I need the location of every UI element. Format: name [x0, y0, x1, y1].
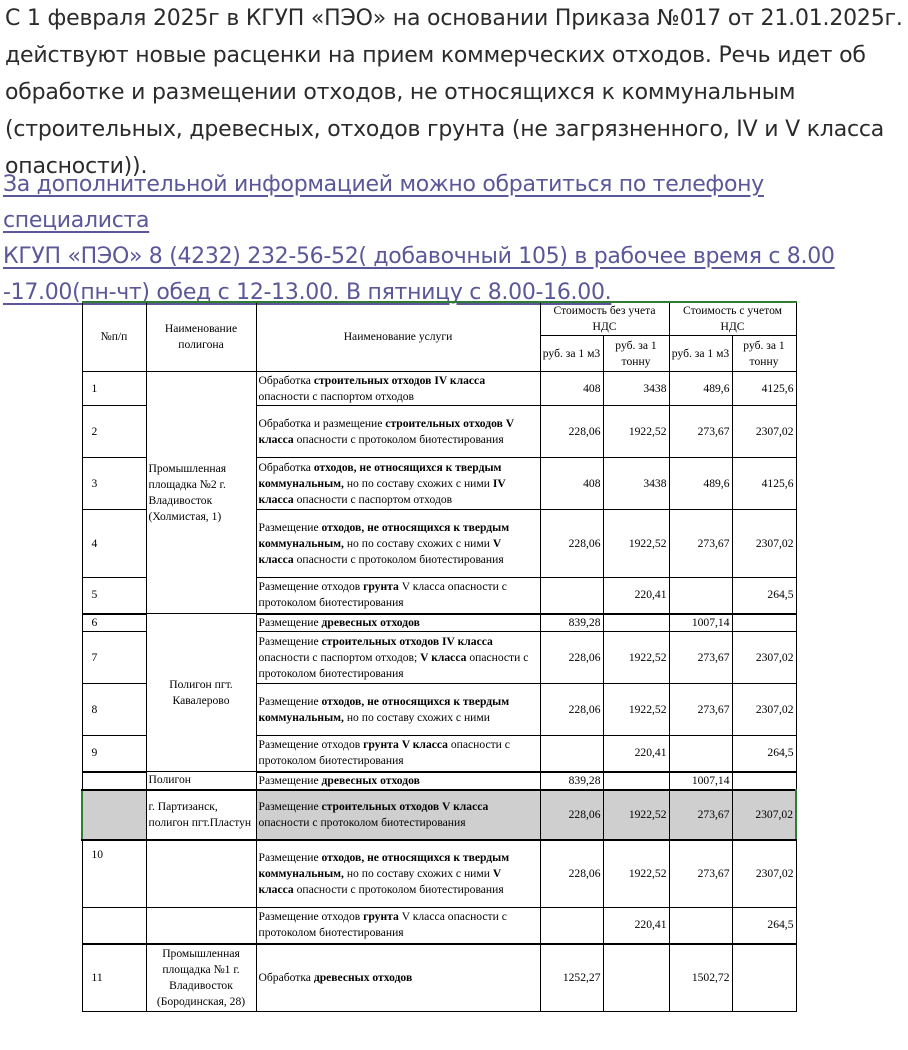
price-m3: 408	[540, 458, 603, 510]
price-ton: 3438	[603, 458, 669, 510]
service-text: опасности с протоколом биотестирования	[258, 650, 529, 680]
price-ton-vat: 2307,02	[732, 510, 796, 578]
row-number	[82, 790, 146, 840]
price-m3-vat: 489,6	[669, 372, 732, 406]
price-m3: 228,06	[540, 406, 603, 458]
service-text-bold: отходов, не относящихся к твердым коммунальным,	[258, 850, 510, 880]
service-text: Размещение отходов	[258, 580, 364, 594]
price-m3	[540, 908, 603, 944]
service-text: Размещение	[258, 773, 322, 787]
price-ton: 1922,52	[603, 406, 669, 458]
service-text-bold: отходов, не относящихся к твердым коммунальным,	[258, 520, 510, 550]
price-ton	[603, 614, 669, 632]
price-ton: 220,41	[603, 908, 669, 944]
service-name	[256, 632, 540, 684]
service-name	[256, 684, 540, 736]
service-name	[256, 908, 540, 944]
price-ton: 1922,52	[603, 790, 669, 840]
service-text-bold: древесных отходов	[321, 773, 420, 787]
service-text-bold: грунта	[363, 580, 399, 594]
service-text: опасности с протоколом биотестирования	[293, 432, 504, 446]
service-text: опасности с паспортом отходов	[258, 389, 415, 403]
header-per-ton: руб. за 1 тонну	[603, 336, 669, 372]
table-row	[82, 614, 796, 632]
service-text-bold: грунта V класса	[363, 738, 448, 752]
table-row	[82, 372, 796, 406]
service-text-bold: древесных отходов	[321, 615, 420, 629]
row-number: 4	[82, 510, 146, 578]
row-number: 5	[82, 578, 146, 614]
service-text: опасности с паспортом отходов	[293, 492, 453, 506]
service-text: V класса опасности с протоколом биотестирования	[258, 910, 507, 940]
price-ton: 1922,52	[603, 840, 669, 908]
price-m3-vat: 489,6	[669, 458, 732, 510]
row-number: 11	[82, 944, 146, 1012]
price-m3: 839,28	[540, 772, 603, 790]
service-text: Обработка	[258, 460, 314, 474]
price-ton-vat: 264,5	[732, 908, 796, 944]
service-name	[256, 458, 540, 510]
price-ton-vat	[732, 772, 796, 790]
price-m3: 228,06	[540, 790, 603, 840]
price-m3-vat: 1007,14	[669, 772, 732, 790]
service-text: Обработка и размещение	[258, 416, 386, 430]
table-row	[82, 840, 796, 908]
table-row	[82, 772, 796, 790]
service-text: но по составу схожих с ними	[343, 536, 493, 550]
service-name	[256, 614, 540, 632]
service-name	[256, 510, 540, 578]
price-m3-vat: 1502,72	[669, 944, 732, 1012]
service-name	[256, 372, 540, 406]
service-name	[256, 772, 540, 790]
row-number	[82, 908, 146, 944]
service-name	[256, 944, 540, 1012]
price-ton-vat: 4125,6	[732, 458, 796, 510]
row-number: 9	[82, 736, 146, 772]
price-ton-vat: 2307,02	[732, 406, 796, 458]
price-ton	[603, 772, 669, 790]
price-ton: 1922,52	[603, 510, 669, 578]
service-text: но по составу схожих с ними	[343, 866, 493, 880]
price-ton-vat: 264,5	[732, 578, 796, 614]
contact-info-link[interactable]: За дополнительной информацией можно обратиться по телефону специалиста КГУП «ПЭО» 8 (4232) 232-56-52( добавочный 105) в рабочее время с 8.00 -17.00(пн-чт) обед с 12-13.00. В пятницу с 8.00-16.00.	[3, 172, 835, 305]
price-m3-vat: 273,67	[669, 840, 732, 908]
row-number: 8	[82, 684, 146, 736]
service-text: опасности с протоколом биотестирования	[258, 738, 510, 768]
price-ton: 220,41	[603, 578, 669, 614]
price-m3-vat	[669, 578, 732, 614]
service-text: Размещение	[258, 694, 322, 708]
price-m3-vat	[669, 736, 732, 772]
service-text: Размещение	[258, 615, 322, 629]
service-text: Обработка	[258, 970, 314, 984]
header-per-ton-vat: руб. за 1 тонну	[732, 336, 796, 372]
header-cost-without-vat: Стоимость без учета НДС	[540, 302, 669, 336]
polygon-name: Промышленная площадка №1 г. Владивосток (Бородинская, 28)	[146, 944, 256, 1012]
polygon-name: Полигон	[146, 772, 256, 790]
service-text-bold: грунта	[363, 910, 399, 924]
service-text: Размещение	[258, 634, 322, 648]
price-ton: 1922,52	[603, 632, 669, 684]
price-m3: 228,06	[540, 840, 603, 908]
row-number: 10	[82, 840, 146, 908]
service-text: но по составу схожих с ними	[343, 710, 490, 724]
service-text-bold: древесных отходов	[313, 970, 413, 984]
service-text: Размещение	[258, 520, 322, 534]
header-per-m3-vat: руб. за 1 м3	[669, 336, 732, 372]
price-m3-vat: 273,67	[669, 632, 732, 684]
row-number: 2	[82, 406, 146, 458]
polygon-name: г. Партизанск, полигон пгт.Пластун	[146, 790, 256, 840]
price-m3: 228,06	[540, 510, 603, 578]
service-text-bold: отходов, не относящихся к твердым коммунальным,	[258, 460, 502, 490]
price-ton	[603, 944, 669, 1012]
price-m3: 228,06	[540, 632, 603, 684]
price-ton-vat: 4125,6	[732, 372, 796, 406]
price-m3	[540, 736, 603, 772]
service-text-bold: V класса	[258, 536, 501, 566]
price-ton: 1922,52	[603, 684, 669, 736]
service-name	[256, 406, 540, 458]
service-name	[256, 790, 540, 840]
service-text: Размещение отходов	[258, 738, 364, 752]
service-text: Размещение	[258, 799, 322, 813]
price-ton-vat	[732, 944, 796, 1012]
price-ton: 3438	[603, 372, 669, 406]
price-m3	[540, 578, 603, 614]
price-m3: 408	[540, 372, 603, 406]
service-text-bold: IV класса	[258, 476, 506, 506]
price-m3-vat: 273,67	[669, 790, 732, 840]
header-polygon: Наименование полигона	[146, 302, 256, 372]
price-ton-vat: 2307,02	[732, 840, 796, 908]
service-name	[256, 840, 540, 908]
price-ton-vat: 264,5	[732, 736, 796, 772]
price-m3-vat	[669, 908, 732, 944]
polygon-name-empty	[146, 908, 256, 944]
row-number: 3	[82, 458, 146, 510]
service-text-bold: отходов, не относящихся к твердым коммунальным,	[258, 694, 510, 724]
price-m3-vat: 273,67	[669, 406, 732, 458]
service-text: опасности с паспортом отходов;	[258, 650, 421, 664]
price-m3: 1252,27	[540, 944, 603, 1012]
table-row-highlighted	[82, 790, 796, 840]
polygon-name: Промышленная площадка №2 г. Владивосток (Холмистая, 1)	[146, 372, 256, 614]
price-m3-vat: 273,67	[669, 684, 732, 736]
price-m3-vat: 1007,14	[669, 614, 732, 632]
service-text: опасности с протоколом биотестирования	[293, 882, 504, 896]
service-text: но по составу схожих с ними	[343, 476, 493, 490]
price-ton-vat	[732, 614, 796, 632]
price-ton-vat: 2307,02	[732, 790, 796, 840]
polygon-name-empty	[146, 840, 256, 908]
service-text: Размещение отходов	[258, 910, 364, 924]
service-name	[256, 578, 540, 614]
price-ton: 220,41	[603, 736, 669, 772]
service-text-bold: строительных отходов V класса	[321, 799, 489, 813]
service-text: опасности с протоколом биотестирования	[293, 552, 504, 566]
row-number: 1	[82, 372, 146, 406]
table-row	[82, 908, 796, 944]
service-text-bold: строительных отходов IV класса	[313, 373, 486, 387]
header-cost-with-vat: Стоимость с учетом НДС	[669, 302, 796, 336]
price-m3: 228,06	[540, 684, 603, 736]
header-number: №п/п	[82, 302, 146, 372]
table-row	[82, 944, 796, 1012]
row-number	[82, 772, 146, 790]
service-text-bold: V класса	[420, 650, 467, 664]
service-text: Обработка	[258, 373, 314, 387]
price-ton-vat: 2307,02	[732, 684, 796, 736]
service-text-bold: V класса	[258, 866, 501, 896]
header-service: Наименование услуги	[256, 302, 540, 372]
service-text-bold: строительных отходов IV класса	[321, 634, 493, 648]
price-m3-vat: 273,67	[669, 510, 732, 578]
row-number: 6	[82, 614, 146, 632]
header-per-m3: руб. за 1 м3	[540, 336, 603, 372]
price-ton-vat: 2307,02	[732, 632, 796, 684]
price-table	[81, 301, 797, 1012]
price-m3: 839,28	[540, 614, 603, 632]
service-text: Размещение	[258, 850, 322, 864]
service-text: опасности с протоколом биотестирования	[258, 815, 466, 829]
intro-paragraph: С 1 февраля 2025г в КГУП «ПЭО» на основании Приказа №017 от 21.01.2025г. действуют новые расценки на прием коммерческих отходов. Речь идет об обработке и размещении отходов, не относящихся к коммунальным (строительных, древесных, отходов грунта (не загрязненного, IV и V класса опасности)).	[5, 6, 903, 179]
row-number: 7	[82, 632, 146, 684]
service-text-bold: строительных отходов V класса	[258, 416, 514, 446]
service-name	[256, 736, 540, 772]
service-text: V класса опасности с протоколом биотестирования	[258, 580, 507, 610]
polygon-name: Полигон пгт. Кавалерово	[146, 614, 256, 772]
